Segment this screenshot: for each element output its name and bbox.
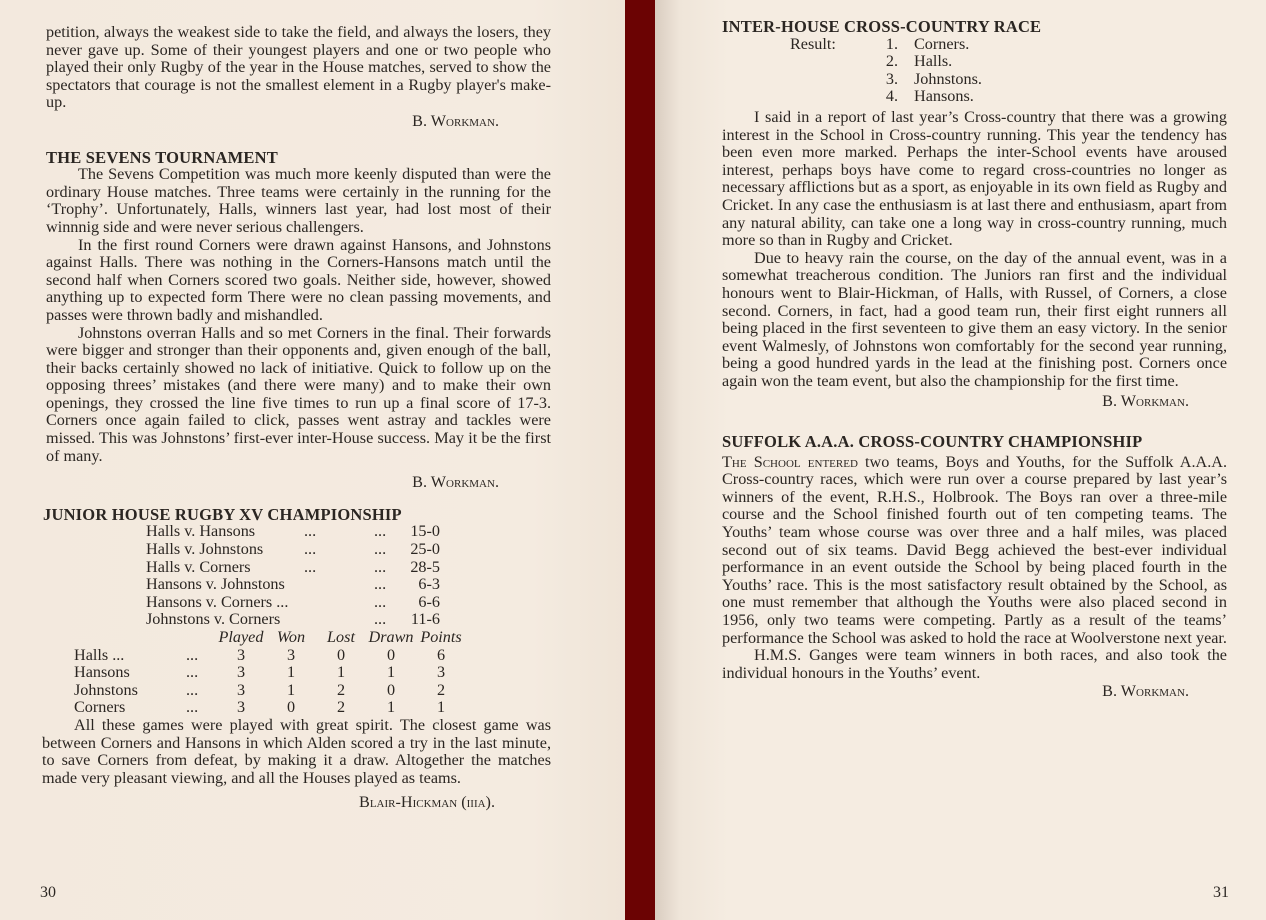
lost-cell: 2 [336,698,346,717]
result-house: Corners. [914,34,970,53]
drawn-cell: 0 [386,645,396,664]
points-cell: 2 [436,680,446,699]
result-house: Johnstons. [914,69,982,88]
page-number-left: 30 [40,884,56,901]
lost-cell: 1 [336,663,346,682]
result-row [790,71,1227,89]
right-page-column [722,18,1227,701]
suffolk-heading: SUFFOLK A.A.A. CROSS-COUNTRY CHAMPIONSHIP [722,432,1143,452]
lost-cell: 2 [336,680,346,699]
fixture-dots: ... [374,557,387,576]
cross-country-heading: INTER-HOUSE CROSS-COUNTRY RACE [722,17,1042,36]
result-row [790,88,1227,106]
row-dots: ... [186,698,199,717]
fixture-leader: ... [304,522,317,541]
col-lost: Lost [327,628,355,646]
fixture-dots: ... [374,575,387,594]
fixture-row [146,594,551,612]
team-name: Johnstons [74,680,138,699]
points-cell: 1 [436,698,446,717]
col-played: Played [218,628,264,646]
fixture-leader [304,594,374,612]
sevens-paragraph: The Sevens Competition was much more keenly disputed than were the ordinary House matches. Three teams were certainly in the running for the ‘Trophy’. Unfortunately, Halls, winners last year, had lost most of their winnnig side and were never serious challengers. [46,165,551,236]
standings-row [74,682,466,700]
race-results [790,36,1227,106]
drawn-cell: 1 [386,698,396,717]
fixture-match: Halls v. Johnstons [146,540,264,559]
team-name: Halls ... [74,645,125,664]
fixture-row [146,541,551,559]
fixture-match: Halls v. Hansons [146,522,256,541]
junior-signature: Blair-Hickman (iiia). [359,793,495,812]
fixture-score: 6-3 [418,575,440,594]
row-dots: ... [186,645,199,664]
lost-cell: 0 [336,645,346,664]
col-points: Points [420,628,462,646]
sevens-signature: B. Workman. [412,473,499,492]
cross-country-signature: B. Workman. [1102,392,1189,411]
points-cell: 3 [436,663,446,682]
sevens-paragraph: In the first round Corners were drawn against Hansons, and Johnstons against Halls. There was nothing in the Corners-Hansons match until the second half when Corners scored two goals. Neither side, however, showed anything up to expected form There were no clean passing movements, and passes were thrown badly and mishandled. [46,235,551,324]
suffolk-paragraph-2: H.M.S. Ganges were team winners in both races, and also took the individual honours in the Youths’ event. [722,646,1227,682]
team-name: Corners [74,698,126,717]
suffolk-paragraph [722,454,1227,648]
sevens-paragraph: Johnstons overran Halls and so met Corners in the final. Their forwards were bigger and stronger than their opponents and, given enough of the ball, their backs certainly showed no lack of initiative. Quick to follow up on the opposing threes’ mistakes (and there were many) and to make their own openings, they crossed the line five times to run up a final score of 17-3. Corners once again failed to click, passes went astray and tackles were missed. This was Johnstons’ first-ever inter-House success. May it be the first of many. [46,323,551,465]
col-drawn: Drawn [368,628,414,646]
fixture-dots: ... [374,592,387,611]
fixture-score: 25-0 [410,540,440,559]
played-cell: 3 [236,645,246,664]
standings-table [74,629,466,717]
sevens-heading: THE SEVENS TOURNAMENT [46,147,278,167]
played-cell: 3 [236,663,246,682]
fixture-row [146,576,551,594]
suffolk-lead-in: The School entered [722,452,858,471]
won-cell: 3 [286,645,296,664]
fixtures-list [146,523,551,629]
col-won: Won [276,628,306,646]
result-house: Hansons. [914,87,974,106]
result-position: 3. [885,69,898,88]
result-house: Halls. [914,52,953,71]
fixture-score: 6-6 [418,592,440,611]
cross-country-paragraph: Due to heavy rain the course, on the day of the annual event, was in a somewhat treacherous condition. The Juniors ran first and the individual honours went to Blair-Hickman, of Halls, with Russel, of Corners, a close second. Corners, in fact, had a good team run, their first eight runners all being placed in the first seventeen to give them an easy victory. In the senior event Walmesly, of Johnstons won comfortably for the second year running, being a good hundred yards in the lead at the finishing post. Corners once again won the team event, but also the championship for the first time. [722,248,1227,390]
fixture-match: Halls v. Corners [146,557,251,576]
result-row [790,53,1227,71]
standings-header-row [74,629,466,647]
fixture-match: Johnstons v. Corners [146,610,281,629]
standings-row [74,664,466,682]
intro-paragraph: petition, always the weakest side to take the field, and always the losers, they never gave up. Some of their youngest players and one or two people who played their only Rugby of the year in the House matches, served to show the spectators that courage is not the smallest element in a Rugby player's make-up. [46,23,551,112]
result-position: 2. [885,52,898,71]
fixture-dots: ... [374,540,387,559]
played-cell: 3 [236,698,246,717]
result-row [790,36,1227,54]
drawn-cell: 1 [386,663,396,682]
fixture-leader: ... [304,540,317,559]
page-number-right: 31 [1213,884,1229,901]
suffolk-body: two teams, Boys and Youths, for the Suffolk A.A.A. Cross-country races, which were run over a course prepared by last year’s winners of the event, R.H.S., Holbrook. The Boys ran over a three-mile course and the School finished fourth out of ten competing teams. The Youths’ team whose course was over three and a half miles, was placed second out of six teams. David Begg achieved the best-ever individual performance in an event outside the School by being placed fourth in the Youths’ race. This is the most satisfactory result obtained by the School, as one must remember that although the Youths were also placed second in 1956, only two teams were competing. Partly as a result of the teams’ performance the School was asked to hold the race at Woolverstone next year. [722,452,1227,647]
fixture-match: Hansons v. Johnstons [146,575,285,594]
cross-country-paragraph: I said in a report of last year’s Cross-country that there was a growing interest in the School in Cross-country running. This year the tendency has been even more marked. Perhaps the inter-School events have aroused interest, perhaps boys have come to regard cross-countries no longer as necessary afflictions but as a sport, as enjoyable in its own field as Rugby and Cricket. In any case the enthusiasm is at last there and enthusiasm, apart from any natural ability, can take one a long way in cross-country running, much more so than in Rugby and Cricket. [722,107,1227,250]
book-spine [625,0,655,920]
fixture-row [146,523,551,541]
junior-paragraph: All these games were played with great spirit. The closest game was between Corners and Hansons in which Alden scored a try in the last minute, to save Corners from defeat, by making it a draw. Altogether the matches made very pleasant viewing, and all the Houses played as teams. [42,715,551,787]
fixture-dots: ... [374,522,387,541]
result-position: 1. [885,34,898,53]
played-cell: 3 [236,680,246,699]
fixture-row [146,611,551,629]
fixture-score: 15-0 [410,522,440,541]
fixture-leader: ... [304,557,317,576]
row-dots: ... [186,663,199,682]
junior-heading: JUNIOR HOUSE RUGBY XV CHAMPIONSHIP [43,504,402,524]
fixture-dots: ... [374,610,387,629]
drawn-cell: 0 [386,680,396,699]
row-dots: ... [186,680,199,699]
standings-row [74,647,466,665]
won-cell: 0 [286,698,296,717]
standings-row [74,699,466,717]
fixture-match: Hansons v. Corners ... [146,592,289,611]
points-cell: 6 [436,645,446,664]
won-cell: 1 [286,680,296,699]
fixture-leader [304,611,374,629]
won-cell: 1 [286,663,296,682]
fixture-score: 11-6 [410,610,440,629]
intro-signature: B. Workman. [412,111,499,130]
left-page-column [42,23,551,812]
fixture-leader [304,576,374,594]
result-position: 4. [885,87,898,106]
result-label: Result: [790,34,836,53]
fixture-row [146,559,551,577]
team-name: Hansons [74,663,130,682]
fixture-score: 28-5 [410,557,440,576]
suffolk-signature: B. Workman. [1102,682,1189,701]
